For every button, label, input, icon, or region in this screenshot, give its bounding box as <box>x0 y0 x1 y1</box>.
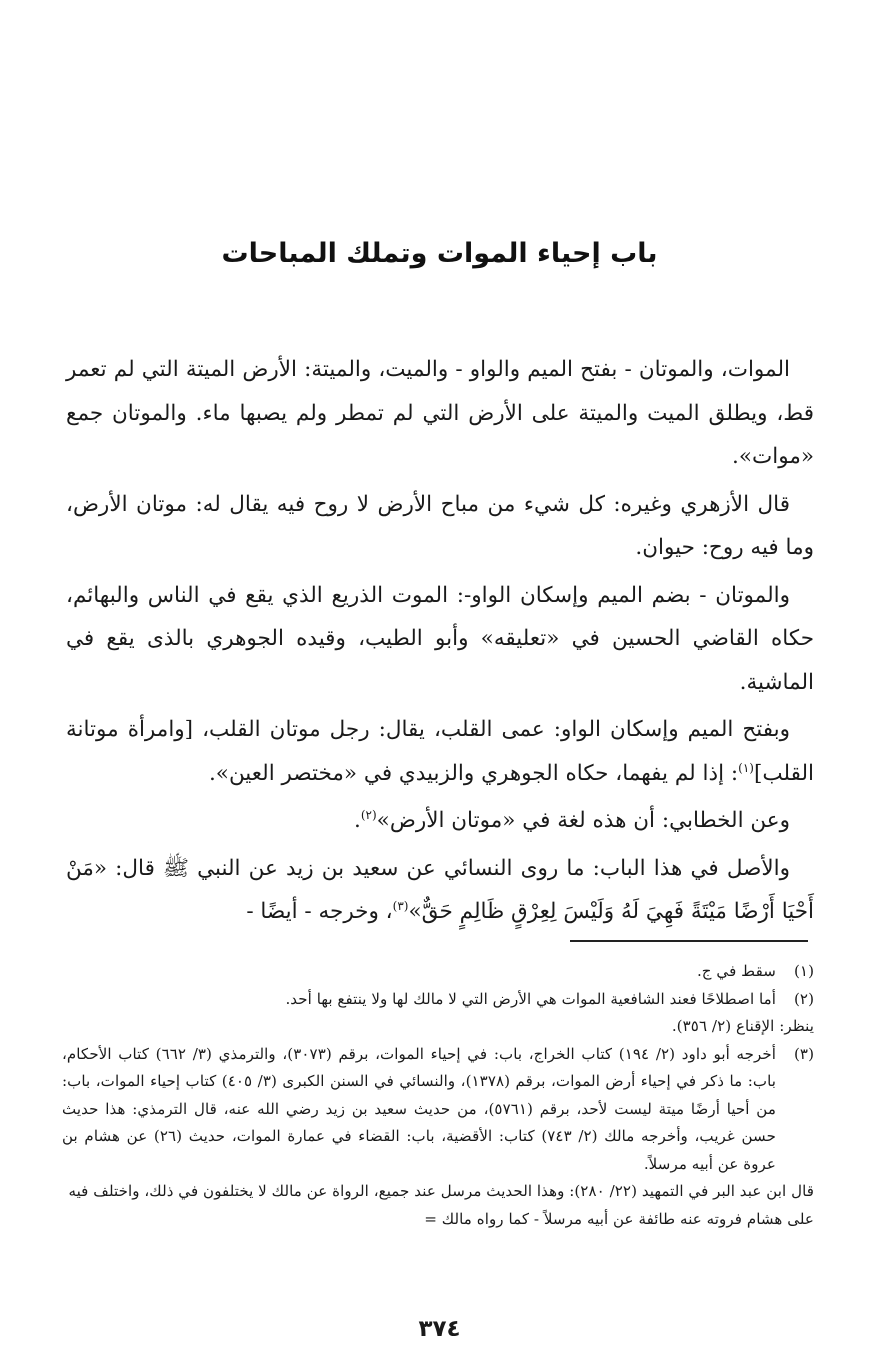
footnote-3-continuation: قال ابن عبد البر في التمهيد (٢٢/ ٢٨٠): وهذا الحديث مرسل عند جميع، الرواة عن مالك لا يختلفون في ذلك، واختلف فيه على هشام فروته عنه طائفة عن أبيه مرسلاً - كما رواه مالك = <box>68 1182 814 1228</box>
footnote-2-text: أما اصطلاحًا فعند الشافعية الموات هي الأرض التي لا مالك لها ولا ينتفع بها أحد. <box>285 989 776 1008</box>
footnote-ref-2[interactable]: (٢) <box>360 807 377 822</box>
footnote-2-continuation: ينظر: الإقناع (٢/ ٣٥٦). <box>671 1017 814 1035</box>
chapter-title: باب إحياء الموات وتملك المباحات <box>221 238 658 269</box>
footnote-3-text: أخرجه أبو داود (٢/ ١٩٤) كتاب الخراج، باب: في إحياء الموات، برقم (٣٠٧٣)، والترمذي (٣/ ٦٦٢) كتاب الأحكام، باب: ما ذكر في إحياء أرض الموات، برقم (١٣٧٨)، والنسائي في السنن الكبرى (٣/ ٤٠٥) كتاب إحياء الموات، باب: من أحيا أرضًا ميتة ليست لأحد، برقم (٥٧٦١)، من حديث سعيد بن زيد رضي الله عنه، قال الترمذي: هذا حديث حسن غريب، وأخرجه مالك (٢/ ٧٤٣) كتاب: الأقضية، باب: القضاء في عمارة الموات، حديث (٢٦) عن هشام بن عروة عن أبيه مرسلاً. <box>62 1044 777 1173</box>
paragraph-4-text-a: وبفتح الميم وإسكان الواو: عمى القلب، يقال: رجل موتان القلب، [وامرأة موتانة القلب] <box>66 717 814 786</box>
footnote-2-number: (٢) <box>793 989 814 1008</box>
paragraph-6-text-a: والأصل في هذا الباب: ما روى النسائي عن سعيد بن زيد عن النبي ﷺ قال: «مَنْ أَحْيَا أَرْضًا مَيْتَةً فَهِيَ لَهُ وَلَيْسَ لِعِرْقٍ ظَالِمٍ حَقٌّ» <box>66 855 814 924</box>
paragraph-6 <box>66 847 814 934</box>
footnote-3 <box>62 1041 814 1179</box>
footnote-1 <box>62 958 814 986</box>
paragraph-4-text-b: : إذا لم يفهما، حكاه الجوهري والزبيدي في «مختصر العين». <box>208 760 739 786</box>
footnote-2 <box>62 986 814 1014</box>
paragraph-5 <box>66 799 814 843</box>
footnotes <box>62 958 814 1233</box>
footnote-1-number: (١) <box>793 962 814 980</box>
footnote-ref-1[interactable]: (١) <box>738 760 754 775</box>
paragraph-3: والموتان - بضم الميم وإسكان الواو-: الموت الذريع الذي يقع في الناس والبهائم، حكاه القاضي الحسين في «تعليقه» وأبو الطيب، وقيده الجوهري بالذى يقع في الماشية. <box>66 582 814 695</box>
footnote-3-number: (٣) <box>793 1044 814 1063</box>
paragraph-2: قال الأزهري وغيره: كل شيء من مباح الأرض لا روح فيه يقال له: موتان الأرض، وما فيه روح: حيوان. <box>66 491 814 560</box>
footnote-1-text: سقط في ج. <box>696 962 776 980</box>
paragraph-5-text-a: وعن الخطابي: أن هذه لغة في «موتان الأرض» <box>376 808 790 833</box>
footnote-divider <box>570 940 808 942</box>
paragraph-1: الموات، والموتان - بفتح الميم والواو - والميت، والميتة: الأرض الميتة التي لم تعمر قط، ويطلق الميت والميتة على الأرض التي لم تمطر ولم يصبها ماء. والموتان جمع «موات». <box>66 357 814 469</box>
footnote-ref-3[interactable]: (٣) <box>392 898 409 913</box>
main-text <box>66 348 814 938</box>
paragraph-4 <box>66 708 814 795</box>
page-number: ٣٧٤ <box>418 1316 461 1342</box>
paragraph-5-text-b: . <box>354 808 361 833</box>
paragraph-6-text-b: ، وخرجه - أيضًا - <box>246 899 393 924</box>
